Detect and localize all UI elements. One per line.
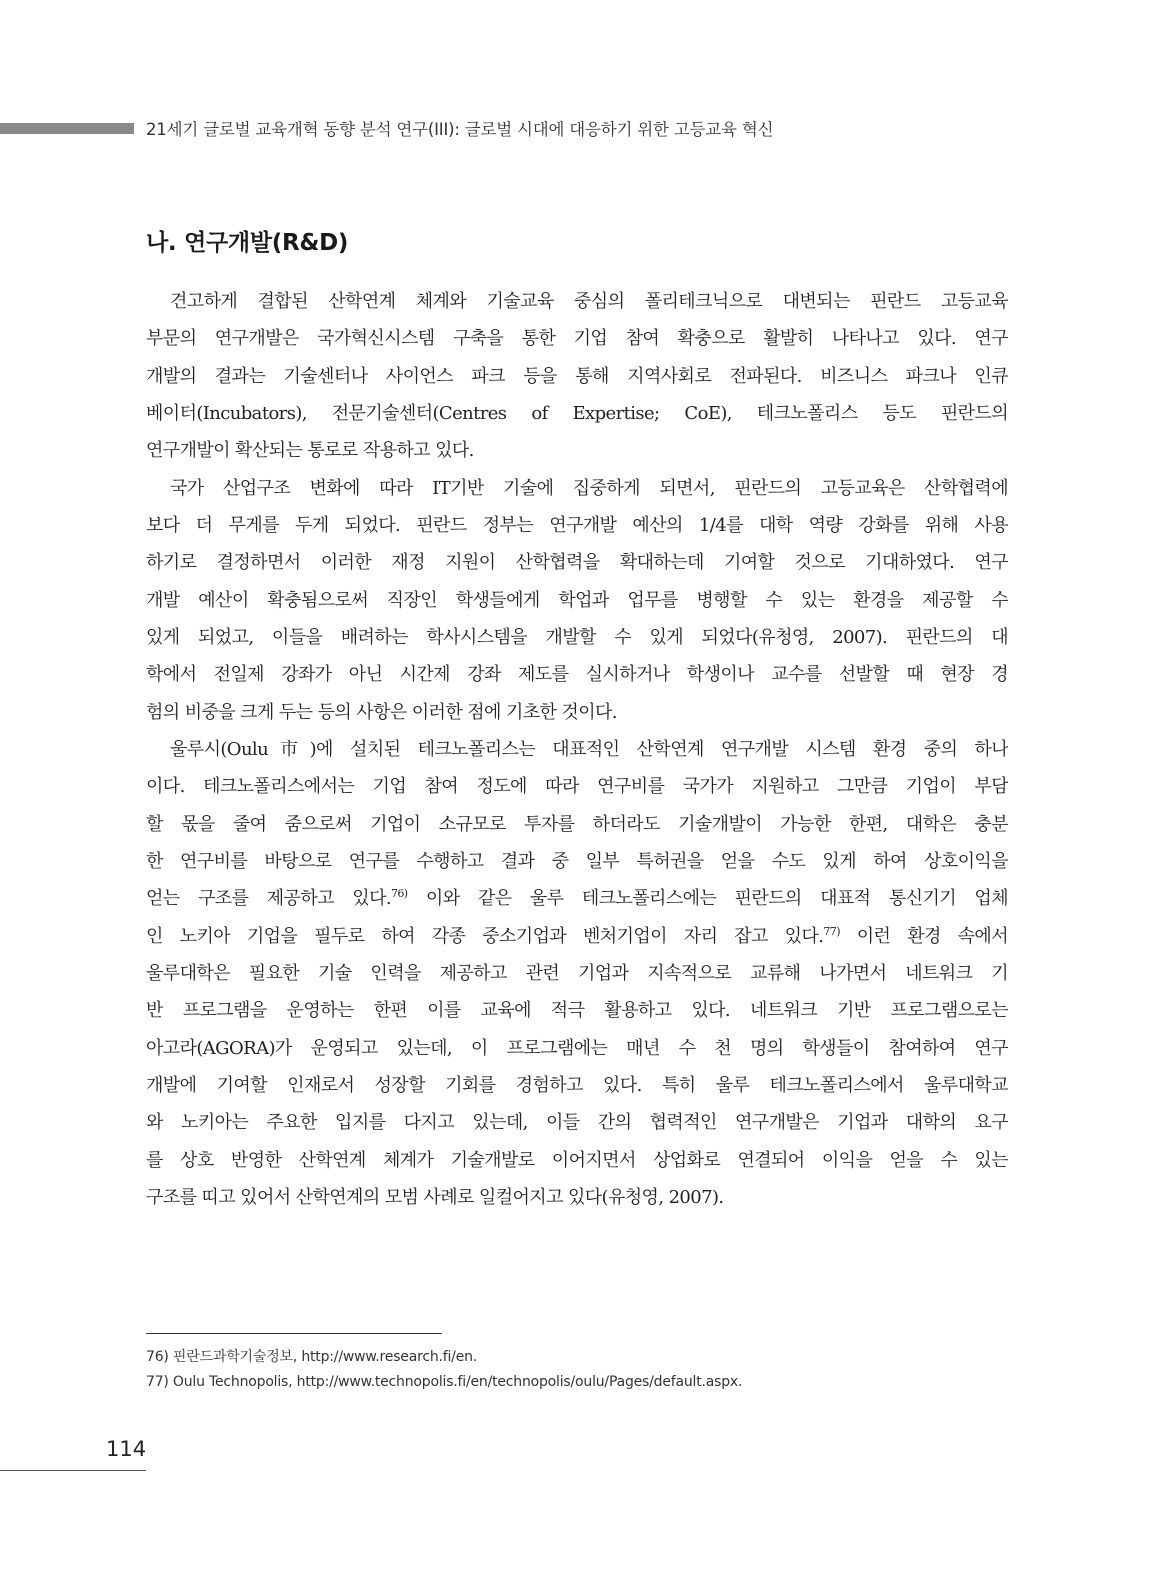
line-text: 이와 같은 울루 테크노폴리스에는 핀란드의 대표적 통신기기 업체 xyxy=(407,888,1008,910)
paragraph-line: 구조를 띠고 있어서 산학연계의 모범 사례로 일컬어지고 있다(유청영, 2007). xyxy=(146,1186,724,1208)
footnote-ref-77[interactable]: 77) xyxy=(823,924,840,938)
paragraph-line: 개발의 결과는 기술센터나 사이언스 파크 등을 통해 지역사회로 전파된다. 비즈니스 파크나 인큐 xyxy=(146,365,1008,387)
paragraph-line: 연구개발이 확산되는 통로로 작용하고 있다. xyxy=(146,440,474,462)
paragraph-line: 개발 예산이 확충됨으로써 직장인 학생들에게 학업과 업무를 병행할 수 있는 환경을 제공할 수 xyxy=(146,589,1008,611)
page-number-rule xyxy=(0,1470,146,1471)
paragraph-line: 개발에 기여할 인재로서 성장할 기회를 경험하고 있다. 특히 울루 테크노폴리스에서 울루대학교 xyxy=(146,1074,1008,1096)
paragraph-line-with-footnote-77 xyxy=(146,918,1008,955)
footnotes xyxy=(146,1345,742,1395)
running-header-title: 21세기 글로벌 교육개혁 동향 분석 연구(III): 글로벌 시대에 대응하기 위한 고등교육 혁신 xyxy=(146,120,774,139)
paragraph-line: 반 프로그램을 운영하는 한편 이를 교육에 적극 활용하고 있다. 네트워크 기반 프로그램으로는 xyxy=(146,1000,1008,1022)
paragraph-line: 울루대학은 필요한 기술 인력을 제공하고 관련 기업과 지속적으로 교류해 나가면서 네트워크 기 xyxy=(146,962,1008,984)
paragraph-line: 베이터(Incubators), 전문기술센터(Centres of Expertise; CoE), 테크노폴리스 등도 핀란드의 xyxy=(146,402,1008,424)
paragraph-line: 부문의 연구개발은 국가혁신시스템 구축을 통한 기업 참여 확충으로 활발히 나타나고 있다. 연구 xyxy=(146,328,1008,350)
line-text: 인 노키아 기업을 필두로 하여 각종 중소기업과 벤처기업이 자리 잡고 있다. xyxy=(146,925,824,947)
paragraph-line: 하기로 결정하면서 이러한 재정 지원이 산학협력을 확대하는데 기여할 것으로 기대하였다. 연구 xyxy=(146,552,1008,574)
paragraph-line: 한 연구비를 바탕으로 연구를 수행하고 결과 중 일부 특허권을 얻을 수도 있게 하여 상호이익을 xyxy=(146,850,1008,872)
paragraph-line: 험의 비중을 크게 두는 등의 사항은 이러한 점에 기초한 것이다. xyxy=(146,701,617,723)
paragraph-line: 할 몫을 줄여 줌으로써 기업이 소규모로 투자를 하더라도 기술개발이 가능한 한편, 대학은 충분 xyxy=(146,813,1008,835)
header-decoration-bar xyxy=(0,123,134,134)
paragraph-line: 견고하게 결합된 산학연계 체계와 기술교육 중심의 폴리테크닉으로 대변되는 핀란드 고등교육 xyxy=(170,291,1008,312)
paragraph-line: 이다. 테크노폴리스에서는 기업 참여 정도에 따라 연구비를 국가가 지원하고 그만큼 기업이 부담 xyxy=(146,776,1008,798)
page-number: 114 xyxy=(106,1437,147,1461)
footnote-77: 77) Oulu Technopolis, http://www.technopolis.fi/en/technopolis/oulu/Pages/default.aspx. xyxy=(146,1374,743,1390)
footnote-divider xyxy=(146,1333,442,1334)
paragraph-line: 있게 되었고, 이들을 배려하는 학사시스템을 개발할 수 있게 되었다(유청영, 2007). 핀란드의 대 xyxy=(146,626,1008,648)
paragraph-line: 와 노키아는 주요한 입지를 다지고 있는데, 이들 간의 협력적인 연구개발은 기업과 대학의 요구 xyxy=(146,1112,1008,1134)
paragraph-line: 국가 산업구조 변화에 따라 IT기반 기술에 집중하게 되면서, 핀란드의 고등교육은 산학협력에 xyxy=(170,477,1008,499)
line-text: 얻는 구조를 제공하고 있다. xyxy=(146,888,391,910)
footnote-76: 76) 핀란드과학기술정보, http://www.research.fi/en. xyxy=(146,1349,478,1365)
paragraph-line: 를 상호 반영한 산학연계 체계가 기술개발로 이어지면서 상업화로 연결되어 이익을 얻을 수 있는 xyxy=(146,1149,1008,1171)
body-text xyxy=(146,283,1008,1216)
paragraph-line: 학에서 전일제 강좌가 아닌 시간제 강좌 제도를 실시하거나 학생이나 교수를 선발할 때 현장 경 xyxy=(146,664,1008,686)
line-text: 이런 환경 속에서 xyxy=(839,925,1008,947)
paragraph-line: 울루시(Oulu市)에 설치된 테크노폴리스는 대표적인 산학연계 연구개발 시스템 환경 중의 하나 xyxy=(170,738,1008,760)
paragraph-line-with-footnote-76 xyxy=(146,880,1008,917)
section-title: 나. 연구개발(R&D) xyxy=(146,230,349,256)
paragraph-line: 보다 더 무게를 두게 되었다. 핀란드 정부는 연구개발 예산의 1/4를 대학 역량 강화를 위해 사용 xyxy=(146,514,1008,536)
footnote-ref-76[interactable]: 76) xyxy=(391,887,408,901)
paragraph-line: 아고라(AGORA)가 운영되고 있는데, 이 프로그램에는 매년 수 천 명의 학생들이 참여하여 연구 xyxy=(146,1037,1008,1059)
